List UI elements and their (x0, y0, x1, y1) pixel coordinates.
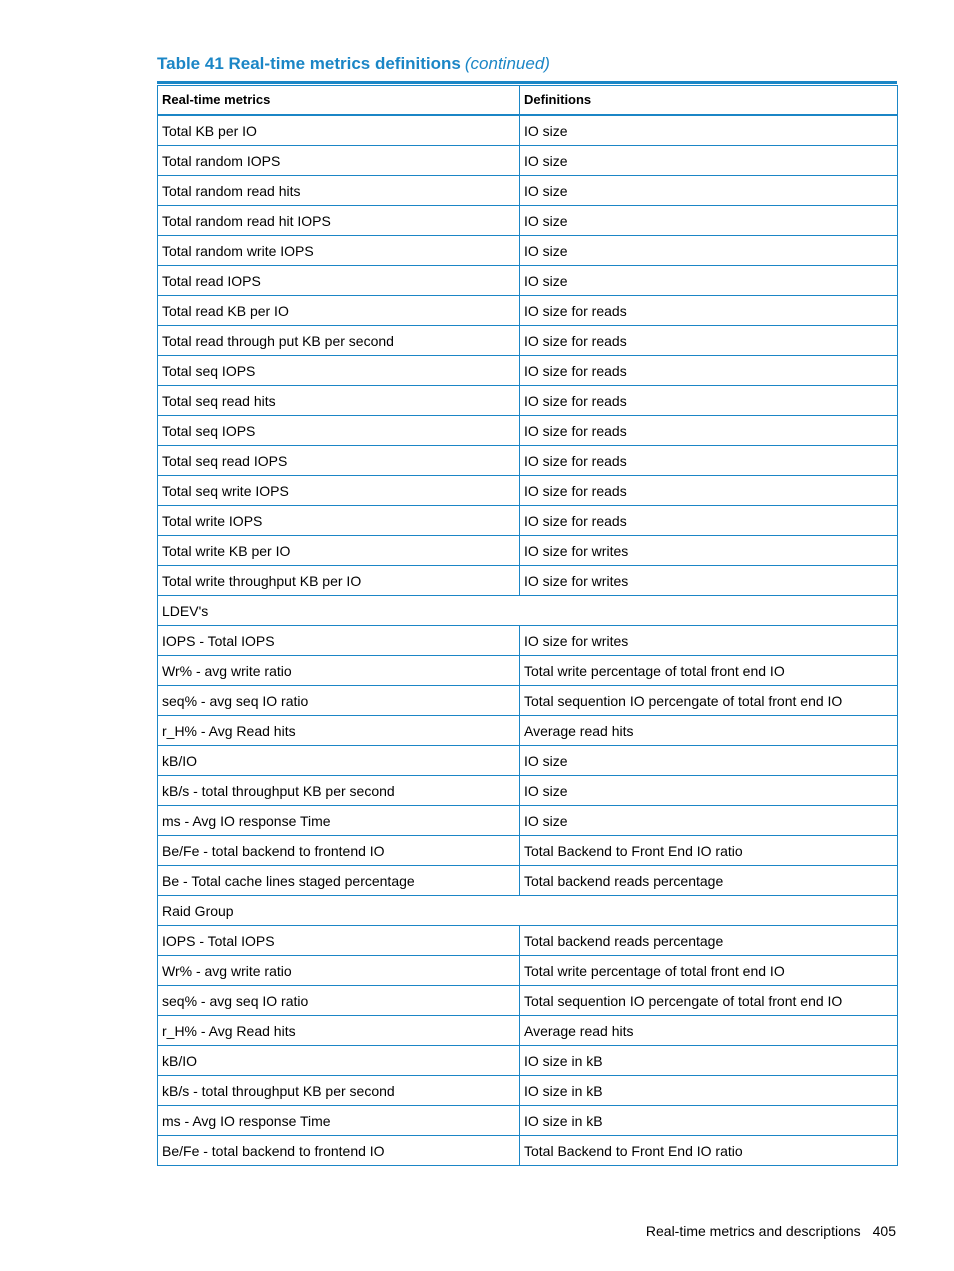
table-row (158, 115, 898, 146)
definition-cell: IO size (520, 146, 898, 176)
table-row (158, 806, 898, 836)
table-row (158, 836, 898, 866)
table-row (158, 656, 898, 686)
metric-cell: kB/s - total throughput KB per second (158, 776, 520, 806)
table-row (158, 206, 898, 236)
definition-cell: IO size (520, 776, 898, 806)
table-row (158, 716, 898, 746)
definition-cell: IO size for reads (520, 476, 898, 506)
table-row (158, 476, 898, 506)
table-row (158, 536, 898, 566)
section-row (158, 596, 898, 626)
definition-cell: IO size for reads (520, 296, 898, 326)
metric-cell: kB/s - total throughput KB per second (158, 1076, 520, 1106)
metric-cell: Total read through put KB per second (158, 326, 520, 356)
footer-section-title: Real-time metrics and descriptions (645, 1223, 861, 1239)
metric-cell: Total KB per IO (158, 115, 520, 146)
table-row (158, 236, 898, 266)
metric-cell: Total seq read hits (158, 386, 520, 416)
table-caption (157, 54, 550, 74)
table-row (158, 266, 898, 296)
metric-cell: Total seq IOPS (158, 416, 520, 446)
table-body (158, 115, 898, 1166)
definition-cell: IO size (520, 746, 898, 776)
metric-cell: ms - Avg IO response Time (158, 1106, 520, 1136)
definition-cell: IO size for reads (520, 506, 898, 536)
metric-cell: Wr% - avg write ratio (158, 956, 520, 986)
definition-cell: IO size in kB (520, 1106, 898, 1136)
table-row (158, 956, 898, 986)
metric-cell: ms - Avg IO response Time (158, 806, 520, 836)
table-row (158, 746, 898, 776)
table-row (158, 866, 898, 896)
page-number: 405 (872, 1223, 896, 1239)
section-row (158, 896, 898, 926)
metric-cell: r_H% - Avg Read hits (158, 716, 520, 746)
definition-cell: Total sequention IO percengate of total front end IO (520, 686, 898, 716)
metric-cell: r_H% - Avg Read hits (158, 1016, 520, 1046)
definition-cell: IO size for reads (520, 356, 898, 386)
definition-cell: Average read hits (520, 1016, 898, 1046)
metric-cell: IOPS - Total IOPS (158, 626, 520, 656)
definition-cell: Total backend reads percentage (520, 926, 898, 956)
metric-cell: Total write IOPS (158, 506, 520, 536)
metric-cell: Total random write IOPS (158, 236, 520, 266)
metric-cell: Total write throughput KB per IO (158, 566, 520, 596)
definition-cell: IO size for writes (520, 536, 898, 566)
table-row (158, 1136, 898, 1166)
metric-cell: seq% - avg seq IO ratio (158, 986, 520, 1016)
table-row (158, 1076, 898, 1106)
definition-cell: IO size in kB (520, 1076, 898, 1106)
section-label: Raid Group (158, 896, 898, 926)
caption-rule (157, 81, 897, 84)
definition-cell: IO size (520, 176, 898, 206)
definition-cell: Total write percentage of total front end IO (520, 956, 898, 986)
header-definitions: Definitions (520, 86, 898, 116)
metric-cell: kB/IO (158, 746, 520, 776)
table-row (158, 686, 898, 716)
definition-cell: Average read hits (520, 716, 898, 746)
definition-cell: Total sequention IO percengate of total front end IO (520, 986, 898, 1016)
header-metrics: Real-time metrics (158, 86, 520, 116)
table-caption-continued: (continued) (464, 54, 550, 73)
table-row (158, 1106, 898, 1136)
metric-cell: Be - Total cache lines staged percentage (158, 866, 520, 896)
metric-cell: Total seq IOPS (158, 356, 520, 386)
table-row (158, 446, 898, 476)
definition-cell: IO size for writes (520, 566, 898, 596)
metric-cell: kB/IO (158, 1046, 520, 1076)
table-row (158, 356, 898, 386)
definition-cell: Total write percentage of total front end IO (520, 656, 898, 686)
page-footer (646, 1223, 896, 1239)
table-row (158, 416, 898, 446)
table-row (158, 566, 898, 596)
definition-cell: IO size (520, 206, 898, 236)
table-row (158, 296, 898, 326)
table-row (158, 506, 898, 536)
metrics-table (157, 85, 898, 1166)
table-row (158, 1016, 898, 1046)
metric-cell: Total read IOPS (158, 266, 520, 296)
definition-cell: IO size in kB (520, 1046, 898, 1076)
metric-cell: Total random read hit IOPS (158, 206, 520, 236)
definition-cell: IO size (520, 236, 898, 266)
table-row (158, 326, 898, 356)
table-header-row (158, 86, 898, 116)
definition-cell: IO size for reads (520, 386, 898, 416)
metric-cell: Total random IOPS (158, 146, 520, 176)
metric-cell: IOPS - Total IOPS (158, 926, 520, 956)
definition-cell: IO size for reads (520, 416, 898, 446)
table-row (158, 776, 898, 806)
metric-cell: Be/Fe - total backend to frontend IO (158, 836, 520, 866)
table-row (158, 926, 898, 956)
table-row (158, 626, 898, 656)
metric-cell: Total seq read IOPS (158, 446, 520, 476)
metric-cell: Total seq write IOPS (158, 476, 520, 506)
metric-cell: seq% - avg seq IO ratio (158, 686, 520, 716)
table-row (158, 176, 898, 206)
definition-cell: IO size for reads (520, 446, 898, 476)
table-row (158, 386, 898, 416)
definition-cell: IO size (520, 266, 898, 296)
metric-cell: Total read KB per IO (158, 296, 520, 326)
metric-cell: Total write KB per IO (158, 536, 520, 566)
definition-cell: Total Backend to Front End IO ratio (520, 1136, 898, 1166)
metric-cell: Total random read hits (158, 176, 520, 206)
definition-cell: Total Backend to Front End IO ratio (520, 836, 898, 866)
table-row (158, 146, 898, 176)
table-row (158, 1046, 898, 1076)
table-row (158, 986, 898, 1016)
metric-cell: Be/Fe - total backend to frontend IO (158, 1136, 520, 1166)
definition-cell: IO size (520, 806, 898, 836)
definition-cell: IO size for reads (520, 326, 898, 356)
section-label: LDEV's (158, 596, 898, 626)
definition-cell: IO size (520, 115, 898, 146)
definition-cell: IO size for writes (520, 626, 898, 656)
definition-cell: Total backend reads percentage (520, 866, 898, 896)
metric-cell: Wr% - avg write ratio (158, 656, 520, 686)
table-caption-title: Table 41 Real-time metrics definitions (157, 54, 461, 73)
